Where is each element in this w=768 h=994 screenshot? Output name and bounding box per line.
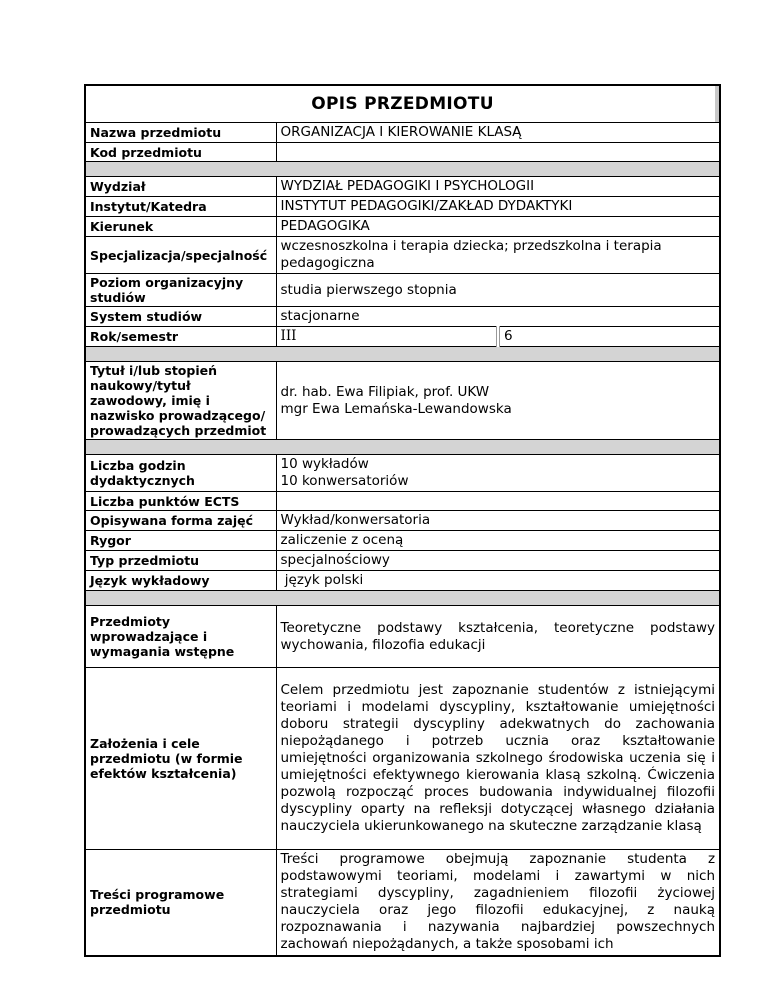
label-instytut: Instytut/Katedra <box>85 197 276 217</box>
value-instytut: INSTYTUT PEDAGOGIKI/ZAKŁAD DYDAKTYKI <box>276 197 720 217</box>
label-rok: Rok/semestr <box>85 327 276 347</box>
value-wydzial: WYDZIAŁ PEDAGOGIKI I PSYCHOLOGII <box>276 177 720 197</box>
hours-lectures: 10 wykładów <box>280 456 369 472</box>
hours-conversations: 10 konwersatoriów <box>280 473 409 489</box>
value-jezyk: język polski <box>276 571 720 591</box>
label-kierunek: Kierunek <box>85 217 276 237</box>
label-zalozenia: Założenia i cele przedmiotu (w formie efektów kształcenia) <box>85 668 276 850</box>
separator <box>85 591 720 606</box>
label-poziom: Poziom organizacyjny studiów <box>85 274 276 307</box>
label-typ: Typ przedmiotu <box>85 551 276 571</box>
separator <box>85 440 720 455</box>
separator <box>85 162 720 177</box>
label-nazwa: Nazwa przedmiotu <box>85 123 276 143</box>
value-poziom: studia pierwszego stopnia <box>276 274 720 307</box>
label-ects: Liczba punktów ECTS <box>85 492 276 511</box>
value-forma: Wykład/konwersatoria <box>276 511 720 531</box>
label-system: System studiów <box>85 307 276 327</box>
lecturer-1: dr. hab. Ewa Filipiak, prof. UKW <box>280 383 490 400</box>
label-tresci: Treści programowe przedmiotu <box>85 850 276 956</box>
value-rok: III <box>276 327 498 347</box>
value-przedmioty: Teoretyczne podstawy kształcenia, teoretyczne podstawy wychowania, filozofia edukacji <box>276 606 720 668</box>
label-przedmioty: Przedmioty wprowadzające i wymagania wstępne <box>85 606 276 668</box>
value-godziny <box>276 455 720 492</box>
value-zalozenia: Celem przedmiotu jest zapoznanie studentów z istniejącymi teoriami i modelami dyscypliny, kształtowanie umiejętności doboru strategii dyscypliny adekwatnych do zachowania niepożądanego i potrzeb ucznia oraz kształtowanie umiejętności organizowania szkolnego środowiska uczenia się i umiejętności efektywnego kierowania klasą szkolną. Ćwiczenia pozwolą rozpocząć proces budowania indywidualnej filozofii dyscypliny oparty na refleksji dotyczącej własnego działania nauczyciela ukierunkowanego na skuteczne zarządzanie klasą <box>276 668 720 850</box>
label-specjalizacja: Specjalizacja/specjalność <box>85 237 276 274</box>
value-semestr: 6 <box>498 327 720 347</box>
value-ects <box>276 492 720 511</box>
value-tresci: Treści programowe obejmują zapoznanie studenta z podstawowymi teoriami, modelami i zawartymi w nich strategiami dyscypliny, zagadnieniem filozofii życiowej nauczyciela oraz jego filozofii edukacyjnej, z nauką rozpoznawania i nazywania najbardziej powszechnych zachowań niepożądanych, a także sposobami ich <box>276 850 720 956</box>
label-godziny: Liczba godzin dydaktycznych <box>85 455 276 492</box>
value-nazwa: ORGANIZACJA I KIEROWANIE KLASĄ <box>276 123 720 143</box>
value-rygor: zaliczenie z oceną <box>276 531 720 551</box>
lecturer-2: mgr Ewa Lemańska-Lewandowska <box>280 400 512 417</box>
separator <box>85 347 720 362</box>
label-jezyk: Język wykładowy <box>85 571 276 591</box>
value-specjalizacja: wczesnoszkolna i terapia dziecka; przedszkolna i terapia pedagogiczna <box>276 237 720 274</box>
label-kod: Kod przedmiotu <box>85 143 276 162</box>
value-typ: specjalnościowy <box>276 551 720 571</box>
value-system: stacjonarne <box>276 307 720 327</box>
label-rygor: Rygor <box>85 531 276 551</box>
course-description-form <box>84 84 719 957</box>
value-prowadzacy <box>276 362 720 440</box>
label-prowadzacy: Tytuł i/lub stopień naukowy/tytuł zawodowy, imię i nazwisko prowadzącego/ prowadzących przedmiot <box>85 362 276 440</box>
document-title: OPIS PRZEDMIOTU <box>85 85 720 123</box>
course-table <box>84 84 721 957</box>
value-kod <box>276 143 720 162</box>
label-forma: Opisywana forma zajęć <box>85 511 276 531</box>
label-wydzial: Wydział <box>85 177 276 197</box>
value-kierunek: PEDAGOGIKA <box>276 217 720 237</box>
